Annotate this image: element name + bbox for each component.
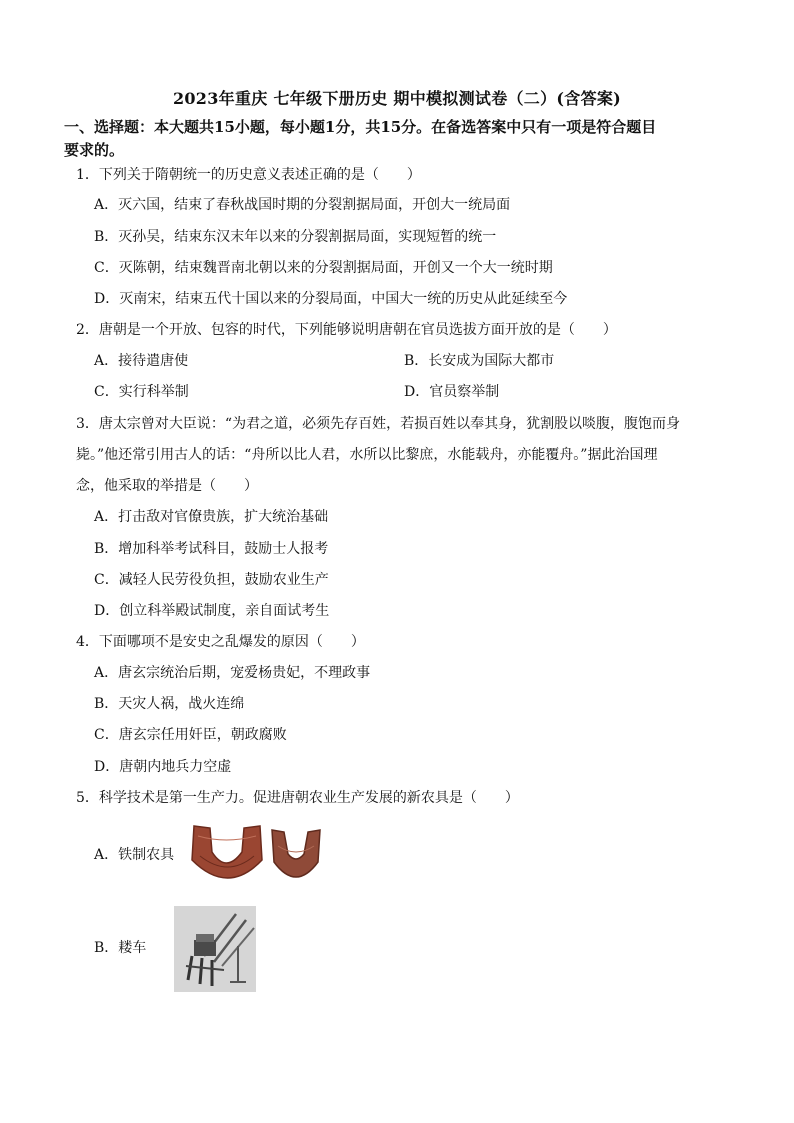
- question-3-stem-line-2: 毙。”他还常引用古人的话：“舟所以比人君，水所以比黎庶，水能载舟，亦能覆舟。”据此治国理: [76, 447, 658, 463]
- question-4-option-b: B．天灾人祸，战火连绵: [94, 696, 245, 712]
- iron-farm-tools-image: [186, 822, 326, 892]
- question-1-stem: 1．下列关于隋朝统一的历史意义表述正确的是（ ）: [76, 167, 421, 183]
- question-4-option-d: D．唐朝内地兵力空虚: [94, 759, 232, 775]
- question-3-option-a: A．打击敌对官僚贵族，扩大统治基础: [94, 509, 329, 525]
- question-4-option-a: A．唐玄宗统治后期，宠爱杨贵妃，不理政事: [94, 665, 371, 681]
- question-3-option-b: B．增加科举考试科目，鼓励士人报考: [94, 541, 329, 557]
- question-5-option-b: B．耧车: [94, 940, 147, 956]
- question-4-stem: 4．下面哪项不是安史之乱爆发的原因（ ）: [76, 634, 365, 650]
- question-3-option-d: D．创立科举殿试制度，亲自面试考生: [94, 603, 330, 619]
- question-2-stem: 2．唐朝是一个开放、包容的时代，下列能够说明唐朝在官员选拔方面开放的是（ ）: [76, 322, 617, 338]
- question-2-option-d: D．官员察举制: [404, 384, 500, 400]
- iron-tools-icon: [186, 822, 326, 892]
- question-5-option-a: A．铁制农具: [94, 847, 175, 863]
- question-1-option-b: B．灭孙吴，结束东汉末年以来的分裂割据局面，实现短暂的统一: [94, 229, 497, 245]
- question-3-stem-line-3: 念，他采取的举措是（ ）: [76, 478, 258, 494]
- page-title: 2023年重庆 七年级下册历史 期中模拟测试卷（二）(含答案): [172, 89, 622, 108]
- question-2-option-a: A．接待遣唐使: [94, 353, 189, 369]
- seed-drill-icon: [174, 906, 256, 992]
- question-5-stem: 5．科学技术是第一生产力。促进唐朝农业生产发展的新农具是（ ）: [76, 790, 519, 806]
- question-3-stem-line-1: 3．唐太宗曾对大臣说：“为君之道，必须先存百姓，若损百姓以奉其身，犹割股以啖腹，腹饱而身: [76, 416, 681, 432]
- question-3-option-c: C．减轻人民劳役负担，鼓励农业生产: [94, 572, 329, 588]
- question-1-option-c: C．灭陈朝，结束魏晋南北朝以来的分裂割据局面，开创又一个大一统时期: [94, 260, 553, 276]
- question-1-option-d: D．灭南宋，结束五代十国以来的分裂局面，中国大一统的历史从此延续至今: [94, 291, 568, 307]
- question-2-option-b: B．长安成为国际大都市: [404, 353, 555, 369]
- section-heading-line-2: 要求的。: [64, 141, 125, 159]
- question-2-option-c: C．实行科举制: [94, 384, 189, 400]
- section-heading-line-1: 一、选择题：本大题共15小题，每小题1分，共15分。在备选答案中只有一项是符合题目: [64, 118, 657, 136]
- question-1-option-a: A．灭六国，结束了春秋战国时期的分裂割据局面，开创大一统局面: [94, 197, 511, 213]
- question-4-option-c: C．唐玄宗任用奸臣，朝政腐败: [94, 727, 287, 743]
- seed-drill-image: [174, 906, 256, 992]
